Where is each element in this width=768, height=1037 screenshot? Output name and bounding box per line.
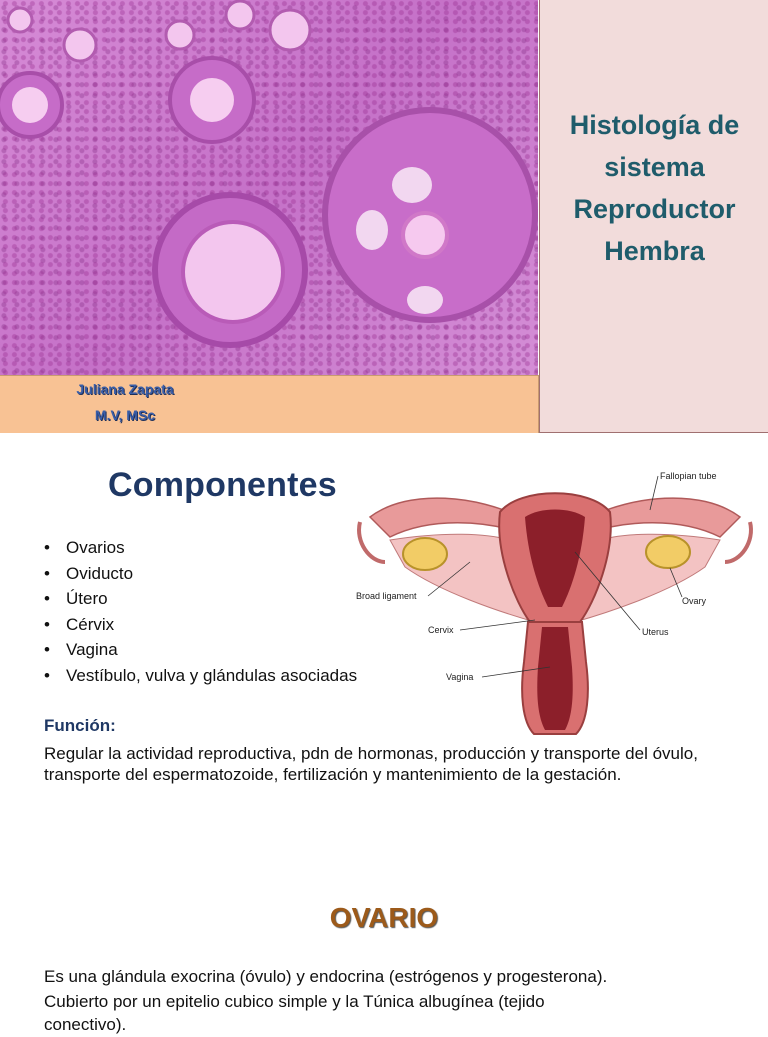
author-name: Juliana Zapata xyxy=(76,381,174,397)
label-cervix: Cervix xyxy=(428,625,454,635)
title-panel xyxy=(539,0,768,433)
list-item: • Útero xyxy=(44,586,357,612)
label-uterus: Uterus xyxy=(642,627,669,637)
ovarian-follicle-micrograph xyxy=(0,0,538,375)
uterus-diagram xyxy=(350,462,760,740)
title-line-1: Histología de xyxy=(569,110,740,140)
label-ovary: Ovary xyxy=(682,596,707,606)
componentes-heading: Componentes xyxy=(108,466,337,504)
ovario-line-2: Cubierto por un epitelio cubico simple y la Túnica albugínea (tejido xyxy=(44,992,545,1011)
title-line-4: Hembra xyxy=(604,236,705,266)
funcion-text: Regular la actividad reproductiva, pdn de hormonas, producción y transporte del óvulo, transporte del espermatozoide, fertilización y mantenimiento de la gestación. xyxy=(44,744,698,784)
label-broad-ligament: Broad ligament xyxy=(356,591,417,601)
title-slide xyxy=(0,0,768,434)
author-bar xyxy=(0,375,539,433)
list-item: • Vagina xyxy=(44,637,357,663)
funcion-label: Función: xyxy=(44,716,116,735)
title-line-3: Reproductor xyxy=(573,194,736,224)
components-list xyxy=(44,535,357,689)
ovario-line-3: conectivo). xyxy=(44,1015,127,1034)
ovario-line-1: Es una glándula exocrina (óvulo) y endocrina (estrógenos y progesterona). xyxy=(44,967,608,986)
histology-image xyxy=(0,0,538,375)
label-vagina: Vagina xyxy=(446,672,474,682)
list-item: • Ovarios xyxy=(44,535,357,561)
ovario-heading: OVARIO xyxy=(329,902,439,933)
author-degree: M.V, MSc xyxy=(94,407,156,423)
label-fallopian-tube: Fallopian tube xyxy=(660,471,717,481)
slide-title xyxy=(540,104,768,272)
list-item: • Oviducto xyxy=(44,561,357,587)
list-item: • Cérvix xyxy=(44,612,357,638)
list-item: • Vestíbulo, vulva y glándulas asociadas xyxy=(44,663,357,689)
title-line-2: sistema xyxy=(604,152,705,182)
